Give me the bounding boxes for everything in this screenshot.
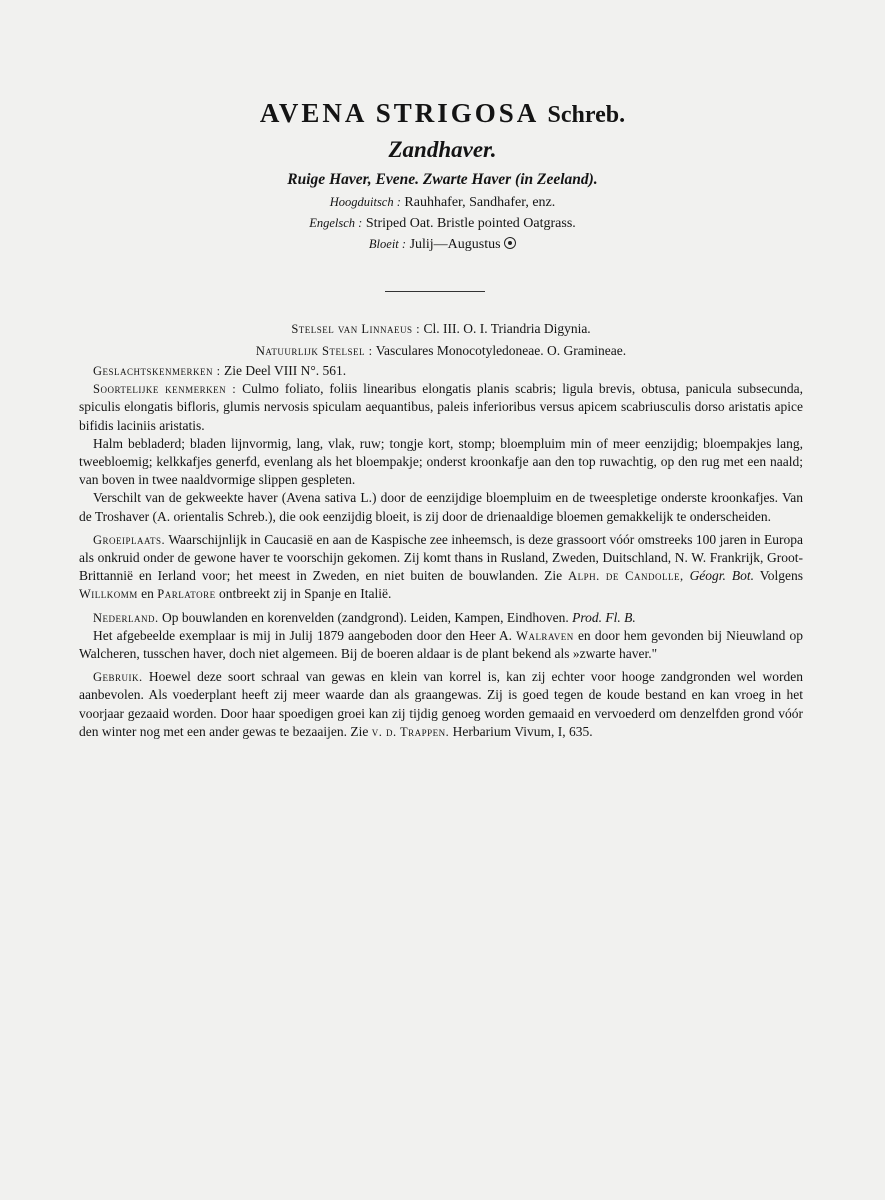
species-title <box>0 96 885 132</box>
title-main: AVENA STRIGOSA <box>259 98 538 128</box>
document-body <box>79 318 803 741</box>
linnaeus-line: Stelsel van Linnaeus : Cl. III. O. I. Triandria Digynia. <box>291 321 591 336</box>
vernacular-name: Zandhaver. <box>388 137 497 162</box>
synonyms-line: Ruige Haver, Evene. Zwarte Haver (in Zeeland). <box>287 171 598 188</box>
description-paragraph: Halm bebladerd; bladen lijnvormig, lang, vlak, ruw; tongje kort, stomp; bloempluim min of meer eenzijdig; bloempakjes lang, tweebloemig; kelkkafjes generfd, evenlang als het bloempakje; onderst kroonkafje aan den top ruwachtig, op den rug met een naald; van boven in twee naaldvormige slippen gespleten. <box>79 435 803 488</box>
perennial-circle-icon <box>504 237 516 249</box>
species-paragraph: Soortelijke kenmerken : Culmo foliato, foliis linearibus elongatis planis scabris; ligula brevis, obtusa, panicula subsecunda, spiculis elongatis bifloris, glumis nervosis spiculam aequantibus, paleis inferioribus versus apicem scabriusculis dorso aristatis apice bifidis laciniis aristatis. <box>79 381 804 433</box>
habitat-paragraph: Groeiplaats. Waarschijnlijk in Caucasië en aan de Kaspische zee inheemsch, is deze grassoort vóór omstreeks 100 jaren in Europa als onkruid onder de gewone haver te voorschijn gekomen. Zij komt thans in Rusland, Zweden, Duitschland, N. W. Frankrijk, Groot-Brittannië en Ierland voor; het meest in Zweden, en niet buiten de bouwlanden. Zie Alph. de Candolle, Géogr. Bot. Volgens Willkomm en Parlatore ontbreekt zij in Spanje en Italië. <box>79 531 804 602</box>
page-header <box>0 96 885 255</box>
german-name-line: Hoogduitsch : Rauhhafer, Sandhafer, enz. <box>329 195 556 210</box>
english-name-line: Engelsch : Striped Oat. Bristle pointed Oatgrass. <box>309 216 576 231</box>
title-author: Schreb. <box>547 102 626 128</box>
natural-system-line: Natuurlijk Stelsel : Vasculares Monocotyledoneae. O. Gramineae. <box>255 343 627 358</box>
genus-paragraph: Geslachtskenmerken : Zie Deel VIII N°. 561. <box>93 363 347 378</box>
flowering-line: Bloeit : Julij—Augustus <box>0 234 885 255</box>
specimen-paragraph: Het afgebeelde exemplaar is mij in Julij 1879 aangeboden door den Heer A. Walraven en door hem gevonden bij Nieuwland op Walcheren, tusschen haver, doch niet algemeen. Bij de boeren aldaar is de plant bekend als »zwarte haver." <box>79 627 804 662</box>
netherlands-paragraph: Nederland. Op bouwlanden en korenvelden (zandgrond). Leiden, Kampen, Eindhoven. Prod. Fl. B. <box>93 609 636 625</box>
usage-paragraph: Gebruik. Hoewel deze soort schraal van gewas en klein van korrel is, kan zij echter voor hooge zandgronden wel worden aanbevolen. Als voederplant heeft zij meer waarde dan als graangewas. Zij is goed tegen de koude bestand en kan vroeg in het voorjaar gezaaid worden. Door haar spoedigen groei kan zij tijdig genoeg worden gemaaid en vervoederd om denzelfden grond vóór den winter nog met een ander gewas te bezaaijen. Zie v. d. Trappen. Herbarium Vivum, I, 635. <box>79 669 804 739</box>
divider-rule <box>385 291 485 292</box>
difference-paragraph: Verschilt van de gekweekte haver (Avena sativa L.) door de eenzijdige bloempluim en de tweespletige onderste kroonkafjes. Van de Troshaver (A. orientalis Schreb.), die ook eenzijdig bloeit, is zij door de drienaaldige bloemen gemakkelijk te onderscheiden. <box>79 490 803 524</box>
